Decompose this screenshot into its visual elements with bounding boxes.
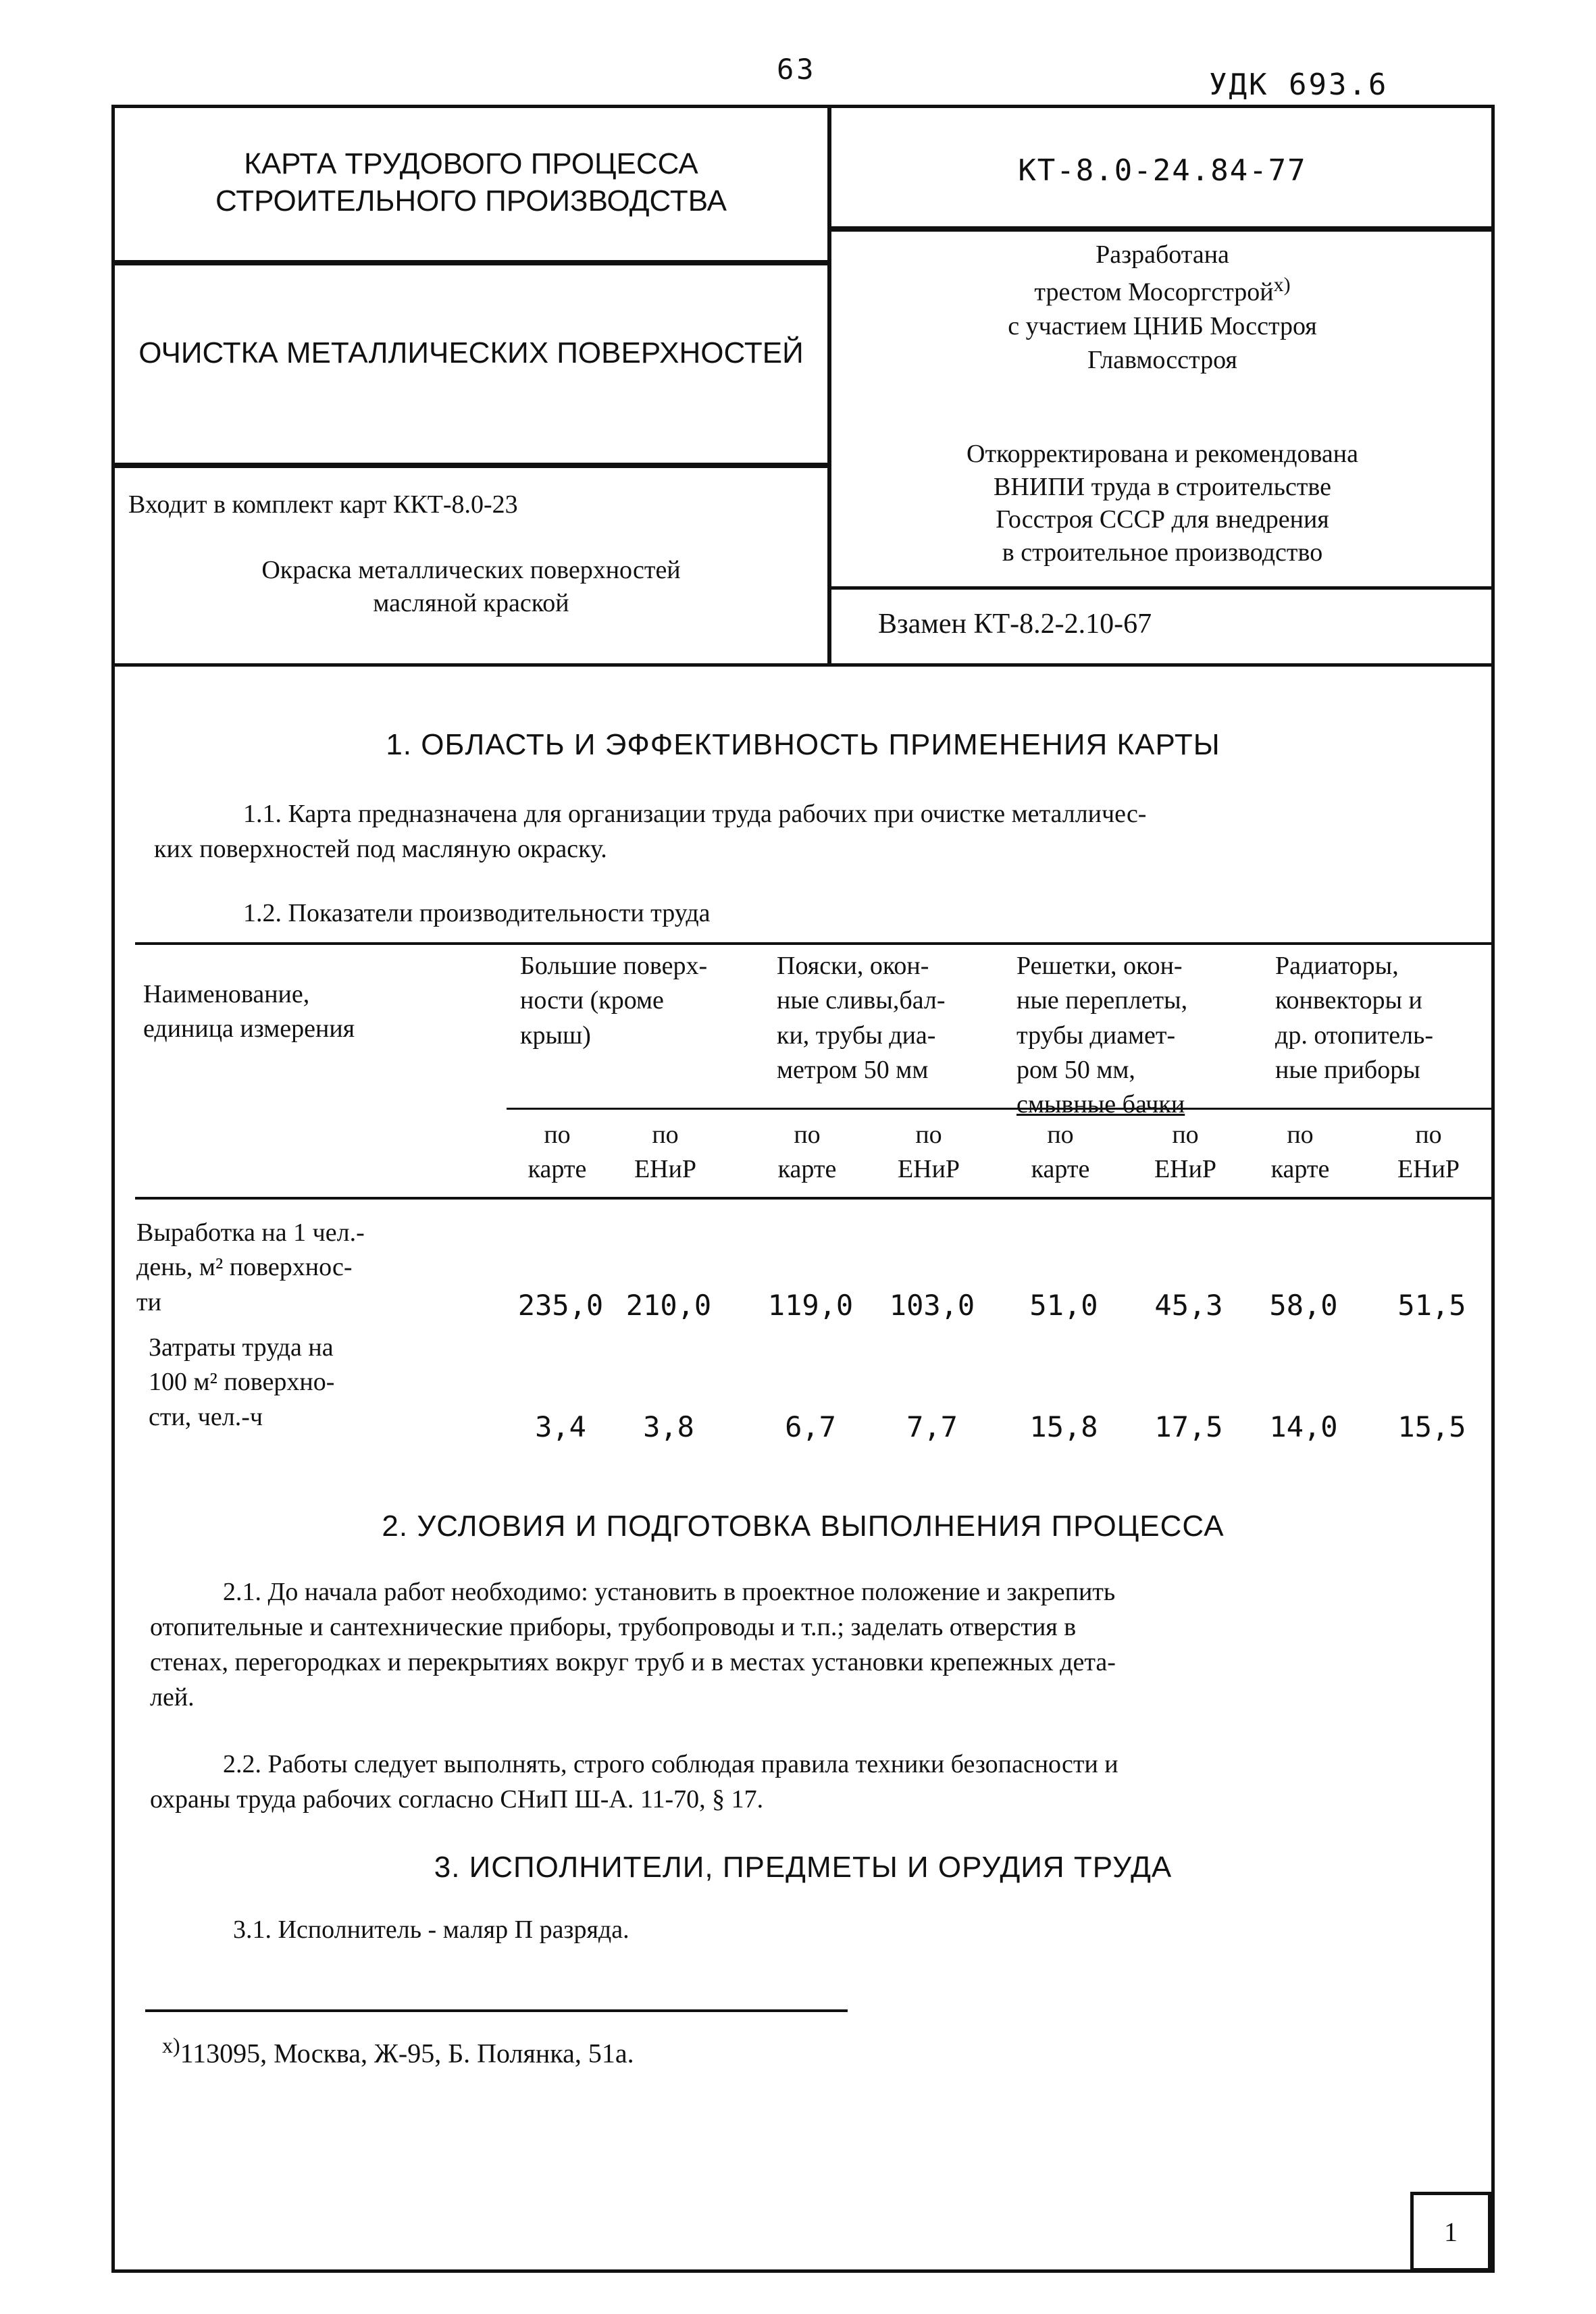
row2-label-line2: 100 м² поверхно-: [149, 1368, 335, 1397]
table-cell: 3,8: [643, 1410, 694, 1443]
group2-line4: метром 50 мм: [777, 1055, 929, 1084]
table-cell: 7,7: [906, 1410, 958, 1443]
subheader-col-6: [1141, 1118, 1229, 1187]
set-name-line2: масляной краской: [373, 589, 569, 618]
developed-line1: Разработана: [1096, 240, 1229, 269]
table-cell: 45,3: [1154, 1289, 1223, 1322]
para-1-1-line1: 1.1. Карта предназначена для организации труда рабочих при очистке металличес-: [243, 800, 1147, 828]
group4-line4: ные приборы: [1275, 1055, 1420, 1084]
group2-line1: Пояски, окон-: [777, 952, 929, 980]
subheader-enir: ЕНиР: [897, 1155, 960, 1184]
para-3-1: 3.1. Исполнитель - маляр П разряда.: [233, 1916, 629, 1944]
header-line-right-2: [829, 586, 1495, 590]
footnote-rule: [145, 2009, 848, 2012]
developed-line4: Главмосстроя: [1087, 346, 1237, 375]
subheader-enir: ЕНиР: [1154, 1155, 1217, 1184]
section3-title: 3. ИСПОЛНИТЕЛИ, ПРЕДМЕТЫ И ОРУДИЯ ТРУДА: [434, 1851, 1173, 1884]
subheader-col-8: [1385, 1118, 1472, 1187]
col-name-line1: Наименование,: [143, 980, 310, 1008]
section1-title: 1. ОБЛАСТЬ И ЭФФЕКТИВНОСТЬ ПРИМЕНЕНИЯ КАРТЫ: [386, 728, 1220, 761]
replaces-note: Взамен КТ-8.2-2.10-67: [878, 609, 1152, 640]
para-1-1-line2: ких поверхностей под масляную окраску.: [154, 835, 607, 863]
table-cell: 3,4: [535, 1410, 586, 1443]
footnote: [162, 2033, 634, 2069]
group2-line2: ные сливы,бал-: [777, 986, 946, 1015]
group1-line3: крыш): [520, 1021, 591, 1050]
page-number: 63: [777, 53, 817, 86]
subheader-enir: ЕНиР: [1397, 1155, 1460, 1184]
para-2-1-line2: отопительные и сантехнические приборы, трубопроводы и т.п.; заделать отверстия в: [150, 1613, 1077, 1641]
group4-line1: Радиаторы,: [1275, 952, 1399, 980]
table-cell: 235,0: [517, 1289, 604, 1322]
group1-line1: Большие поверх-: [520, 952, 708, 980]
subheader-top: по: [652, 1121, 679, 1149]
group3-line4: ром 50 мм,: [1016, 1055, 1135, 1084]
corrected-line4: в строительное производство: [1002, 538, 1323, 567]
para-2-1-line3: стенах, перегородках и перекрытиях вокруг труб и в местах установки крепежных дета-: [150, 1648, 1116, 1676]
subheader-col-7: [1256, 1118, 1344, 1187]
table-group-header-4: [1275, 949, 1433, 1087]
card-title: [115, 145, 827, 220]
subheader-card: карте: [1270, 1155, 1330, 1184]
group3-line3: трубы диамет-: [1016, 1021, 1176, 1050]
group2-line3: ки, трубы диа-: [777, 1021, 936, 1050]
card-title-line1: КАРТА ТРУДОВОГО ПРОЦЕССА: [244, 147, 698, 180]
developed-line2: трестом Мосоргстрой$^{х)}$: [1034, 274, 1291, 307]
subheader-top: по: [915, 1121, 942, 1149]
footnote-mark: х): [1273, 274, 1291, 297]
subheader-top: по: [1047, 1121, 1074, 1149]
table-col-name-header: [143, 977, 355, 1047]
subheader-top: по: [794, 1121, 821, 1149]
subheader-top: по: [1415, 1121, 1442, 1149]
corrected-line3: Госстроя СССР для внедрения: [996, 505, 1329, 534]
para-2-1-line4: лей.: [150, 1683, 195, 1712]
table-group-header-1: [520, 949, 707, 1053]
table-cell: 58,0: [1269, 1289, 1338, 1322]
para-2-2-line2: охраны труда рабочих согласно СНиП Ш-А. 11-70, § 17.: [150, 1785, 764, 1814]
subheader-col-4: [885, 1118, 973, 1187]
table-cell: 51,5: [1397, 1289, 1466, 1322]
subheader-top: по: [1172, 1121, 1199, 1149]
table-cell: 210,0: [625, 1289, 712, 1322]
row1-label-line2: день, м² поверхнос-: [136, 1253, 353, 1282]
set-label: Входит в комплект карт ККТ-8.0-23: [128, 490, 518, 519]
corrected-line2: ВНИПИ труда в строительстве: [993, 472, 1332, 501]
col-name-line2: единица измерения: [143, 1014, 355, 1044]
corrected-line1: Откорректирована и рекомендована: [967, 440, 1358, 468]
row1-label-line1: Выработка на 1 чел.-: [136, 1218, 365, 1247]
subheader-col-5: [1016, 1118, 1104, 1187]
table-sub-line: [507, 1108, 1493, 1110]
subheader-card: карте: [1031, 1155, 1090, 1184]
group3-line1: Решетки, окон-: [1016, 952, 1183, 980]
subheader-enir: ЕНиР: [634, 1155, 697, 1184]
group1-line2: ности (кроме: [520, 986, 664, 1015]
table-cell: 119,0: [767, 1289, 854, 1322]
footnote-text: 113095, Москва, Ж-95, Б. Полянка, 51а.: [180, 2038, 634, 2069]
header-line-left-1: [111, 260, 829, 265]
section2-title: 2. УСЛОВИЯ И ПОДГОТОВКА ВЫПОЛНЕНИЯ ПРОЦЕССА: [382, 1510, 1225, 1543]
card-title-line2: СТРОИТЕЛЬНОГО ПРОИЗВОДСТВА: [215, 184, 727, 217]
header-line-right-1: [829, 226, 1495, 232]
subheader-top: по: [544, 1121, 571, 1149]
developed-by: [831, 238, 1493, 377]
table-top-line: [135, 942, 1493, 945]
set-name-line1: Окраска металлических поверхностей: [261, 556, 681, 584]
row2-label-line1: Затраты труда на: [149, 1333, 334, 1362]
subheader-col-2: [621, 1118, 709, 1187]
subheader-card: карте: [777, 1155, 837, 1184]
subheader-top: по: [1287, 1121, 1314, 1149]
table-cell: 15,8: [1029, 1410, 1098, 1443]
table-cell: 15,5: [1397, 1410, 1466, 1443]
subheader-card: карте: [527, 1155, 587, 1184]
card-subject: ОЧИСТКА МЕТАЛЛИЧЕСКИХ ПОВЕРХНОСТЕЙ: [138, 336, 804, 369]
developed-line3: с участием ЦНИБ Мосстроя: [1008, 311, 1317, 340]
row1-label-line3: ти: [136, 1287, 161, 1316]
subheader-col-3: [763, 1118, 851, 1187]
corrected-by: [831, 438, 1493, 569]
table-cell: 51,0: [1029, 1289, 1098, 1322]
row1-label: [136, 1216, 365, 1320]
table-cell: 103,0: [889, 1289, 975, 1322]
group4-line2: конвекторы и: [1275, 986, 1422, 1015]
header-bottom-line: [111, 663, 1495, 667]
para-2-1-line1: 2.1. До начала работ необходимо: установить в проектное положение и закрепить: [223, 1578, 1116, 1606]
subheader-col-1: [513, 1118, 601, 1187]
sheet-number-box: 1: [1410, 2192, 1491, 2271]
row2-label-line3: сти, чел.-ч: [149, 1402, 263, 1431]
table-group-header-3: [1016, 949, 1187, 1122]
table-cell: 6,7: [785, 1410, 836, 1443]
group3-line5: смывные бачки: [1016, 1090, 1185, 1119]
header-line-left-2: [111, 463, 829, 468]
table-header-bottom-line: [135, 1197, 1493, 1200]
set-name: [115, 554, 827, 621]
table-cell: 17,5: [1154, 1410, 1223, 1443]
para-2-2-line1: 2.2. Работы следует выполнять, строго соблюдая правила техники безопасности и: [223, 1750, 1118, 1778]
card-code: КТ-8.0-24.84-77: [1018, 153, 1307, 188]
table-cell: 14,0: [1269, 1410, 1338, 1443]
para-1-2: 1.2. Показатели производительности труда: [243, 899, 711, 927]
udk-code: УДК 693.6: [1209, 68, 1389, 102]
group3-line2: ные переплеты,: [1016, 986, 1188, 1015]
table-group-header-2: [777, 949, 946, 1087]
footnote-mark-bottom: х): [162, 2033, 180, 2057]
group4-line3: др. отопитель-: [1275, 1021, 1434, 1050]
row2-label: [149, 1331, 334, 1435]
